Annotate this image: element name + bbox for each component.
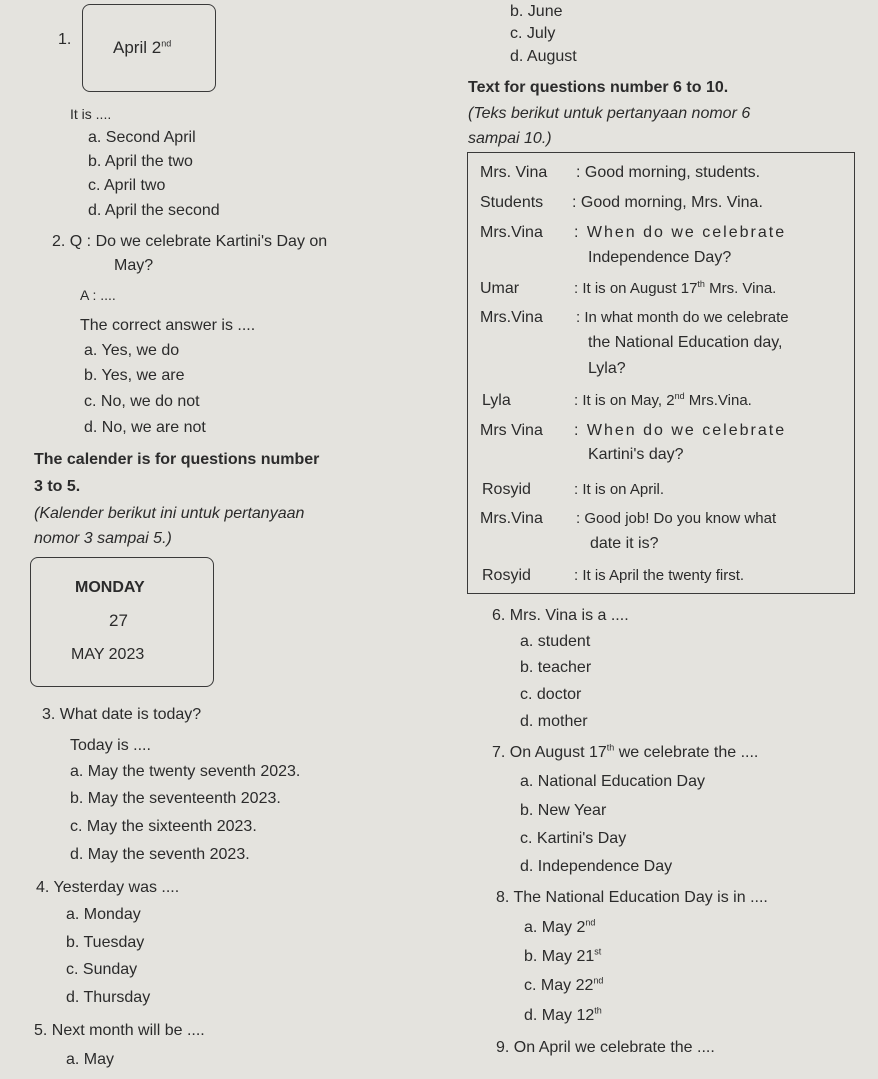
q1-date-box — [82, 4, 216, 92]
q6-option-d: d. mother — [520, 713, 588, 730]
q7-option-d: d. Independence Day — [520, 858, 673, 875]
dialog-speaker: Mrs.Vina — [480, 510, 543, 527]
q4-option-d: d. Thursday — [66, 989, 151, 1006]
dialog-line-cont: the National Education day, — [588, 334, 783, 351]
q-prev-option-d: d. August — [510, 48, 577, 65]
q3-option-b: b. May the seventeenth 2023. — [70, 790, 281, 807]
q2-answer-line: A : .... — [80, 287, 116, 303]
q5-question: 5. Next month will be .... — [34, 1022, 205, 1039]
dialog-line: : In what month do we celebrate — [576, 309, 789, 326]
q8-option-d: d. May 12th — [524, 1005, 602, 1024]
q1-date-text: April 2nd — [113, 38, 172, 57]
q1-option-b: b. April the two — [88, 153, 193, 170]
q3-option-d: d. May the seventh 2023. — [70, 846, 250, 863]
dialog-box — [467, 152, 855, 594]
q1-option-a: a. Second April — [88, 129, 196, 146]
q4-option-b: b. Tuesday — [66, 934, 145, 951]
q2-option-b: b. Yes, we are — [84, 367, 185, 384]
calendar-intro-title-cont: 3 to 5. — [34, 478, 81, 495]
dialog-line-cont: Lyla? — [588, 360, 626, 377]
q6-option-c: c. doctor — [520, 686, 582, 703]
dialog-line: : It is on August 17th Mrs. Vina. — [574, 279, 777, 297]
dialog-speaker: Mrs.Vina — [480, 224, 543, 241]
calendar-day: MONDAY — [75, 579, 145, 596]
q3-prompt: Today is .... — [70, 737, 151, 754]
q7-question: 7. On August 17th we celebrate the .... — [492, 742, 759, 761]
q6-option-b: b. teacher — [520, 659, 592, 676]
text-intro-translation: (Teks berikut untuk pertanyaan nomor 6 — [468, 105, 751, 122]
dialog-speaker: Rosyid — [482, 567, 531, 584]
q1-number: 1. — [58, 31, 72, 48]
dialog-speaker: Umar — [480, 280, 520, 297]
dialog-line: : Good job! Do you know what — [576, 510, 777, 527]
text-intro-title: Text for questions number 6 to 10. — [468, 79, 729, 96]
q8-option-a: a. May 2nd — [524, 917, 596, 936]
q7-option-c: c. Kartini's Day — [520, 830, 627, 847]
q2-option-c: c. No, we do not — [84, 393, 200, 410]
dialog-line: : It is on April. — [574, 481, 665, 498]
calendar-intro-translation-cont: nomor 3 sampai 5.) — [34, 530, 172, 547]
q4-option-a: a. Monday — [66, 906, 141, 923]
calendar-intro-title: The calender is for questions number — [34, 451, 320, 468]
q8-option-c: c. May 22nd — [524, 975, 604, 994]
dialog-line-cont: date it is? — [590, 535, 659, 552]
dialog-speaker: Mrs Vina — [480, 422, 543, 439]
dialog-speaker: Mrs. Vina — [480, 164, 548, 181]
q8-question: 8. The National Education Day is in .... — [496, 889, 768, 906]
dialog-line-cont: Independence Day? — [588, 249, 732, 266]
dialog-line: : When do we celebrate — [574, 224, 787, 241]
dialog-line: : When do we celebrate — [574, 422, 787, 439]
q4-option-c: c. Sunday — [66, 961, 138, 978]
calendar-month-year: MAY 2023 — [71, 646, 145, 663]
text-intro-translation-cont: sampai 10.) — [468, 130, 552, 147]
calendar-box — [30, 557, 214, 687]
q6-option-a: a. student — [520, 633, 591, 650]
q5-option-a: a. May — [66, 1051, 115, 1068]
q3-option-a: a. May the twenty seventh 2023. — [70, 763, 301, 780]
q1-prompt: It is .... — [70, 106, 112, 122]
dialog-line: : Good morning, students. — [576, 164, 761, 181]
q3-question: 3. What date is today? — [42, 706, 202, 723]
dialog-speaker: Rosyid — [482, 481, 531, 498]
q2-option-d: d. No, we are not — [84, 419, 206, 436]
q2-question: 2. Q : Do we celebrate Kartini's Day on — [52, 233, 328, 250]
q-prev-option-c: c. July — [510, 25, 556, 42]
q1-option-d: d. April the second — [88, 202, 220, 219]
q-prev-option-b: b. June — [510, 3, 563, 20]
dialog-line-cont: Kartini's day? — [588, 446, 684, 463]
q4-question: 4. Yesterday was .... — [36, 879, 180, 896]
dialog-speaker: Lyla — [482, 392, 511, 409]
q2-prompt: The correct answer is .... — [80, 317, 256, 334]
dialog-speaker: Students — [480, 194, 544, 211]
q2-question-cont: May? — [114, 257, 154, 274]
q8-option-b: b. May 21st — [524, 946, 602, 965]
q3-option-c: c. May the sixteenth 2023. — [70, 818, 257, 835]
q6-question: 6. Mrs. Vina is a .... — [492, 607, 629, 624]
q2-option-a: a. Yes, we do — [84, 342, 180, 359]
dialog-line: : Good morning, Mrs. Vina. — [572, 194, 763, 211]
calendar-intro-translation: (Kalender berikut ini untuk pertanyaan — [34, 505, 305, 522]
dialog-line: : It is April the twenty first. — [574, 567, 745, 584]
q9-question: 9. On April we celebrate the .... — [496, 1039, 715, 1056]
calendar-date: 27 — [109, 611, 128, 630]
q7-option-a: a. National Education Day — [520, 773, 705, 790]
dialog-line: : It is on May, 2nd Mrs.Vina. — [574, 391, 752, 409]
q1-option-c: c. April two — [88, 177, 166, 194]
dialog-speaker: Mrs.Vina — [480, 309, 543, 326]
q7-option-b: b. New Year — [520, 802, 607, 819]
